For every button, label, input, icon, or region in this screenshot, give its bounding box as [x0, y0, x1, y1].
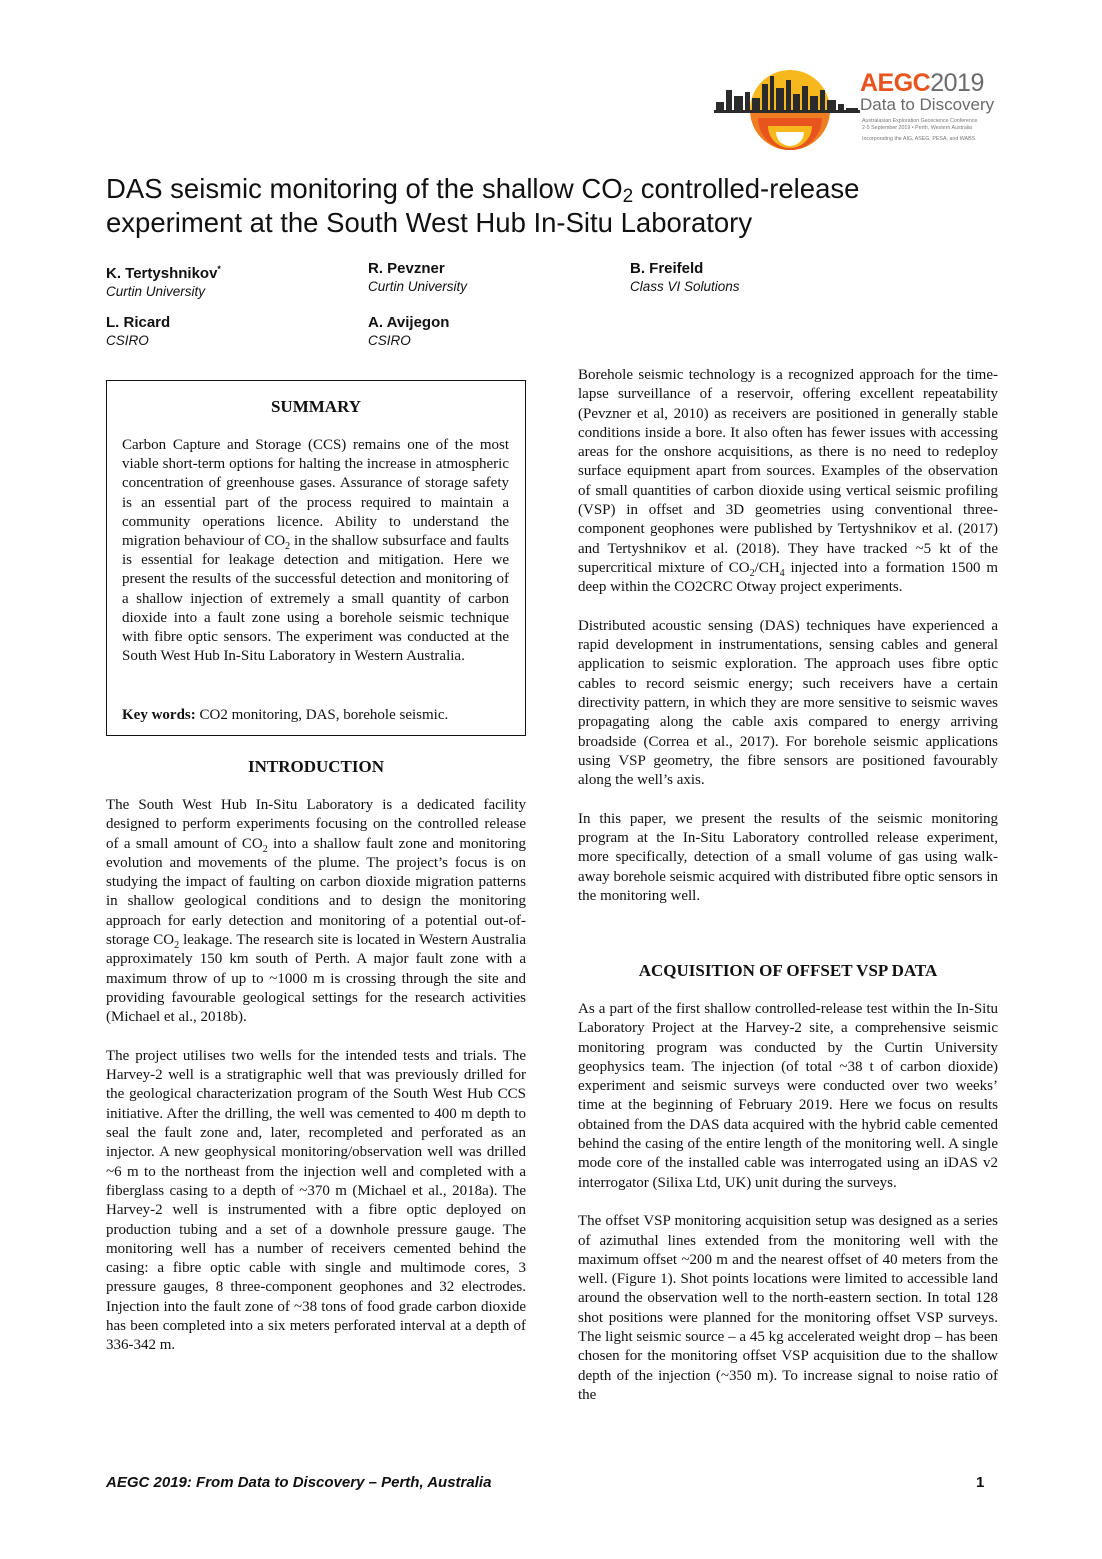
- title-text: controlled-release: [633, 173, 860, 204]
- subscript: 4: [779, 567, 785, 579]
- introduction-heading: INTRODUCTION: [247, 757, 385, 776]
- title-subscript: 2: [622, 186, 634, 207]
- paragraph: As a part of the first shallow controlled-release test within the In-Situ Laboratory Project at the Harvey-2 site, a comprehensive seismic monitoring program was conducted by the Curtin University geophysics team. The injection (of total ~38 t of carbon dioxide) experiment and seismic surveys were conducted over two weeks’ time at the beginning of February 2019. Here we focus on results obtained from the DAS data acquired with the hybrid cable cemented behind the casing of the entire length of the monitoring well. A single mode core of the installed cable was interrogated using an iDAS v2 interrogator (Silixa Ltd, UK) unit during the surveys.: [578, 1001, 998, 1191]
- paragraph: In this paper, we present the results of the seismic monitoring program at the In-Situ Laboratory controlled release experiment, more specifically, detection of a small volume of gas using walk-away borehole seismic acquired with distributed fibre optic sensors in the monitoring well.: [578, 810, 998, 905]
- logo-small-line: Incorporating the AIG, ASEG, PESA, and WABS: [862, 136, 976, 142]
- page-footer: AEGC 2019: From Data to Discovery – Perth, Australia: [106, 1474, 492, 1491]
- summary-text: [122, 436, 509, 666]
- subscript: 2: [262, 843, 268, 855]
- author-name: L. Ricard: [106, 314, 171, 331]
- summary-box: [106, 380, 526, 736]
- keywords-label: Key words:: [122, 707, 196, 723]
- logo-brand: AEGC: [860, 69, 931, 97]
- paragraph-text: into a shallow fault zone and monitoring evolution and movements of the plume. The project’s focus is on studying the impact of faulting on carbon dioxide migration patterns in shallow geological conditions and to design the monitoring approach for early detection and monitoring of a potential out-of-storage CO: [106, 835, 527, 949]
- summary-subscript: 2: [285, 541, 291, 553]
- page-number: 1: [976, 1474, 985, 1491]
- summary-text-part: in the shallow subsurface and faults is essential for leakage detection and mitigation. Here we present the results of the successful detection and monitoring of a shallow injection of extremely a small quantity of carbon dioxide into a fault zone using a borehole seismic technique with fibre optic sensors. The experiment was conducted at the South West Hub In-Situ Laboratory in Western Australia.: [122, 533, 510, 665]
- keywords-list: CO2 monitoring, DAS, borehole seismic.: [195, 707, 449, 723]
- subscript: 2: [749, 567, 755, 579]
- paragraph: The project utilises two wells for the intended tests and trials. The Harvey-2 well is a stratigraphic well that was previously drilled for the geological characterization program of the South West Hub CCS initiative. After the drilling, the well was cemented to 400 m depth to seal the fault zone and, later, recompleted and perforated as an injector. A new geophysical monitoring/observation well was drilled ~6 m to the northeast from the injection well and completed with a fiberglass casing to a depth of ~370 m (Michael et al., 2018a). The Harvey-2 well is instrumented with a fibre optic deployed on production tubing and a set of a downhole pressure gauge. The monitoring well has a number of receivers cemented behind the casing: a fibre optic cable with single and multimode cores, 3 pressure gauges, 8 three-component geophones and 32 electrodes. Injection into the fault zone of ~38 tons of food grade carbon dioxide has been completed into a six meters perforated interval at a depth of 336-342 m.: [106, 1047, 526, 1354]
- title-text: DAS seismic monitoring of the shallow CO: [106, 173, 623, 204]
- paragraph: [578, 366, 998, 598]
- author-affiliation: Curtin University: [368, 279, 468, 294]
- right-column-bottom: [578, 1000, 998, 1425]
- logo-small-line: Australasian Exploration Geoscience Conference: [862, 118, 978, 124]
- summary-heading: SUMMARY: [270, 397, 362, 416]
- right-column-top: [578, 366, 998, 926]
- author-block: [368, 314, 449, 349]
- author-block: [106, 260, 221, 300]
- subscript: 2: [174, 940, 180, 952]
- paragraph: [106, 796, 526, 1028]
- summary-text-part: Carbon Capture and Storage (CCS) remains one of the most viable short-term options for halting the increase in atmospheric concentration of greenhouse gases. Assurance of storage safety is an essential part of the process required to maintain a community operations licence. Ability to understand the migration behaviour of CO: [122, 437, 509, 550]
- author-name: B. Freifeld: [630, 260, 704, 277]
- logo-year: 2019: [930, 69, 984, 97]
- paragraph-text: /CH: [754, 559, 780, 576]
- logo-small-line: 2-5 September 2019 • Perth, Western Australia: [862, 125, 973, 131]
- author-name: R. Pevzner: [368, 260, 445, 277]
- author-block: [106, 314, 170, 349]
- author-block: [630, 260, 740, 295]
- paragraph-text: Borehole seismic technology is a recognized approach for the time-lapse surveillance of a reservoir, offering excellent repeatability (Pevzner et al, 2010) as receivers are positioned in generally stable conditions inside a bore. It also often has fewer issues with accessing areas for the onshore acquisitions, as there is no need to redeploy surface equipment apart from sources. Examples of the observation of small quantities of carbon dioxide using vertical seismic profiling (VSP) in offset and 3D geometries using conventional three-component geophones were published by Tertyshnikov et al. (2017) and Tertyshnikov et al. (2018). They have tracked ~5 kt of the supercritical mixture of CO: [578, 367, 998, 576]
- logo-tagline: Data to Discovery: [860, 95, 995, 114]
- paragraph-text: injected into a formation 1500 m deep within the CO2CRC Otway project experiments.: [578, 559, 998, 596]
- keywords: [122, 706, 448, 725]
- author-affiliation: CSIRO: [106, 333, 149, 348]
- author-affiliation: Class VI Solutions: [630, 279, 740, 294]
- author-name: A. Avijegon: [368, 314, 450, 331]
- left-column: [106, 796, 526, 1375]
- paper-title: [106, 172, 1006, 240]
- paragraph: Distributed acoustic sensing (DAS) techniques have experienced a rapid development in instrumentations, sensing cables and general application to seismic exploration. The approach uses fibre optic cables to record seismic energy; such receivers have a certain directivity pattern, in which they are more sensitive to seismic waves propagating along the cable axis compared to energy arriving broadside (Correa et al., 2017). For borehole seismic applications using VSP geometry, the fibre sensors are positioned favourably along the well’s axis.: [578, 617, 998, 789]
- author-name: K. Tertyshnikov: [106, 265, 218, 282]
- acquisition-heading: ACQUISITION OF OFFSET VSP DATA: [638, 961, 938, 980]
- paragraph: The offset VSP monitoring acquisition setup was designed as a series of azimuthal lines extended from the monitoring well with the maximum offset ~200 m and the nearest offset of 40 meters from the well. (Figure 1). Shot points locations were limited to accessible land around the observation well to the north-eastern section. In total 128 shot positions were planned for the monitoring offset VSP surveys. The light seismic source – a 45 kg accelerated weight drop – has been chosen for the monitoring offset VSP acquisition due to the shallow depth of the injection (~350 m). To increase signal to noise ratio of the: [578, 1213, 998, 1403]
- author-affiliation: Curtin University: [106, 284, 206, 299]
- paragraph-text: leakage. The research site is located in Western Australia approximately 150 km south of Perth. A major fault zone with a maximum throw of up to ~1000 m is crossing through the site and providing favourable geological settings for the research activities (Michael et al., 2018b).: [106, 932, 526, 1026]
- skyline-logo-graphic: [712, 66, 860, 156]
- author-affiliation: CSIRO: [368, 333, 411, 348]
- title-text: experiment at the South West Hub In-Situ Laboratory: [106, 207, 753, 238]
- paragraph-text: The South West Hub In-Situ Laboratory is a dedicated facility designed to perform experiments focusing on the controlled release of a small amount of CO: [106, 797, 526, 852]
- author-block: [368, 260, 467, 295]
- conference-logo: [712, 66, 1002, 156]
- corresponding-mark: *: [217, 264, 221, 274]
